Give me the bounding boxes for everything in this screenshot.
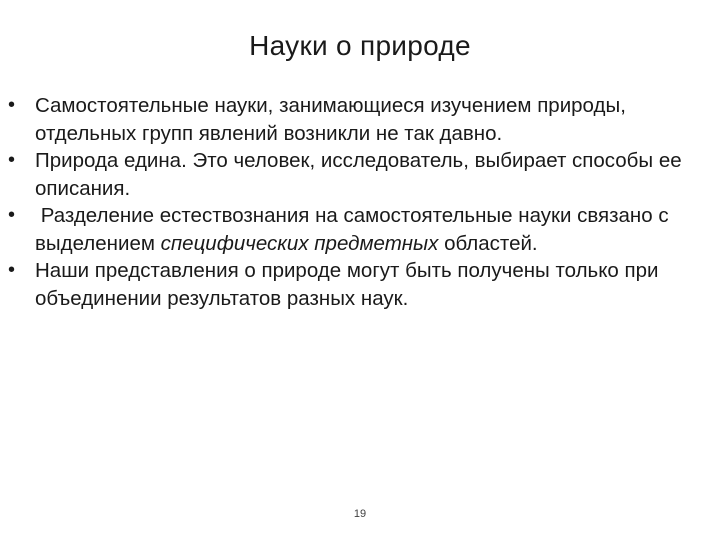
slide-title: Науки о природе [249, 30, 471, 61]
bullet-marker: • [8, 94, 16, 116]
bullet-text-after: областей. [438, 231, 538, 255]
bullet-item [8, 202, 698, 257]
bullet-text-before: Разделение естествознания на самостоятельные науки связано с выделением [35, 204, 675, 255]
bullet-text-emphasis: специфических предметных [160, 231, 439, 255]
bullet-text: Наши представления о природе могут быть получены только при объединении результатов разных наук. [35, 259, 659, 310]
bullet-text: Природа едина. Это человек, исследователь, выбирает способы ее описания. [35, 149, 682, 200]
bullet-item [8, 257, 698, 312]
bullet-marker: • [8, 204, 16, 226]
bullet-item [8, 147, 698, 202]
page-number: 19 [353, 508, 367, 520]
bullet-text: Самостоятельные науки, занимающиеся изучением природы, отдельных групп явлений возникли не так давно. [35, 94, 626, 145]
bullet-marker: • [8, 149, 16, 171]
bullet-marker: • [8, 259, 16, 281]
bullet-list [8, 92, 698, 312]
bullet-item [8, 92, 698, 147]
